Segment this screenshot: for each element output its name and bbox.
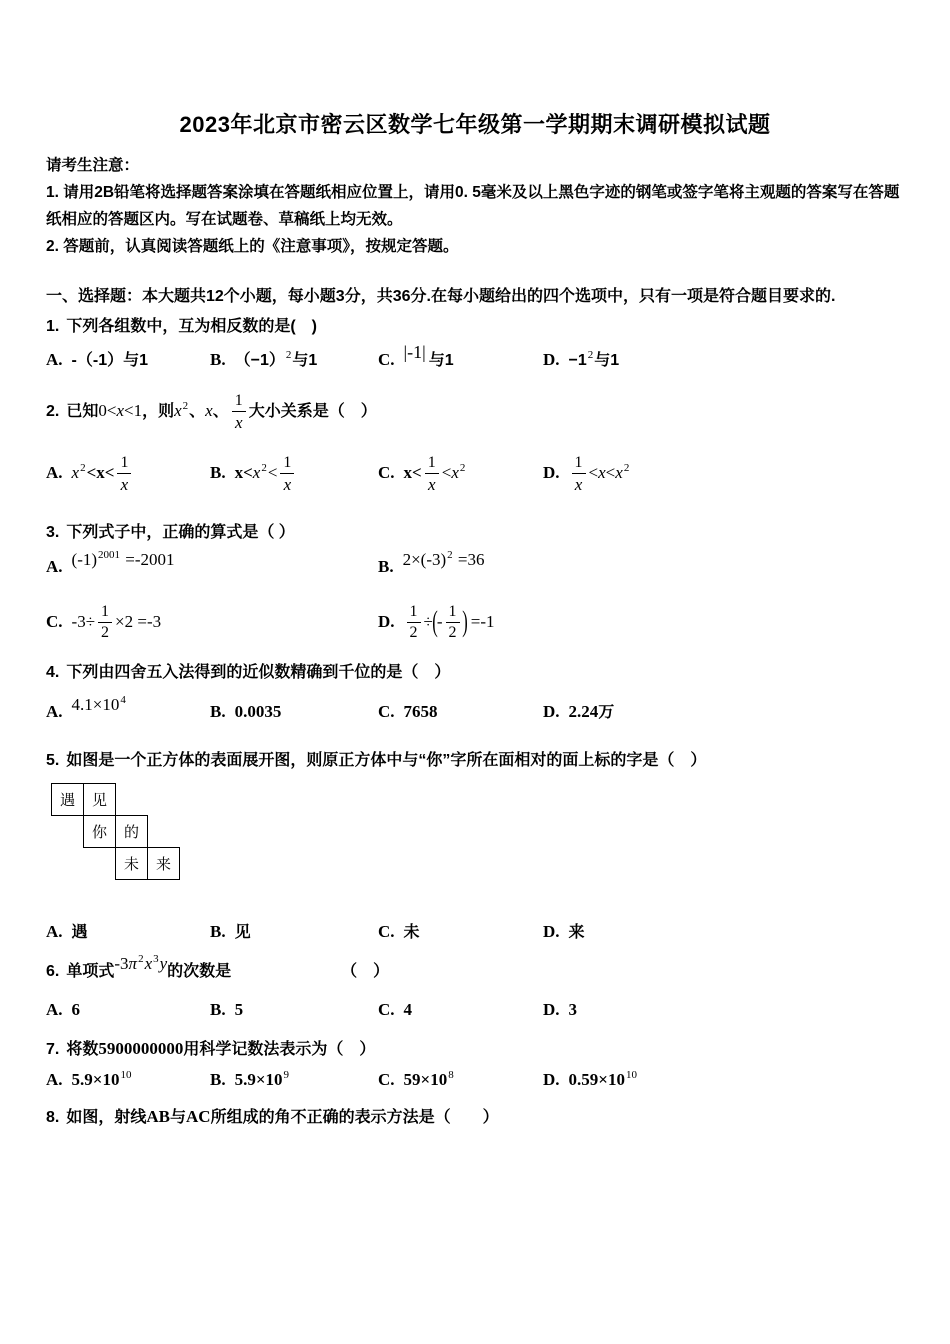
option-value: -（-1）与1: [71, 352, 148, 369]
net-cell: 遇: [51, 783, 84, 816]
option-D: [543, 347, 904, 370]
question-1-stem-text: 下列各组数中，互为相反数的是( ): [66, 318, 318, 335]
option-D: [378, 603, 904, 642]
net-cell: 见: [83, 783, 116, 816]
option-label: D.: [543, 999, 560, 1019]
question-7: [46, 1036, 904, 1090]
question-2-stem: [46, 392, 904, 432]
question-5-options: [46, 919, 904, 942]
option-label: A.: [46, 701, 63, 721]
option-label: A.: [46, 350, 63, 369]
question-number: 5.: [46, 751, 60, 769]
section-header: 一、选择题：本大题共12个小题，每小题3分，共36分.在每小题给出的四个选项中，只有一项是符合题目要求的.: [46, 288, 836, 305]
option-value: |-1| 与1: [403, 342, 454, 369]
option-C: [378, 919, 543, 942]
notice-block: [46, 152, 904, 260]
question-number: 2.: [46, 403, 60, 421]
question-1-stem: [46, 314, 904, 339]
option-value: 6: [71, 999, 81, 1019]
option-label: B.: [210, 463, 226, 483]
option-label: C.: [378, 701, 395, 721]
option-B: [210, 1000, 378, 1020]
question-number: 1.: [46, 318, 60, 335]
question-8-stem: [46, 1104, 904, 1130]
option-label: B.: [210, 350, 226, 369]
net-cell: 你: [83, 815, 116, 848]
option-value: 0.59×1010: [568, 1068, 637, 1089]
option-C: [378, 702, 543, 722]
notice-heading: 请考生注意：: [46, 157, 140, 174]
question-2-options: [46, 454, 904, 494]
option-value: （−1）2与1: [234, 349, 318, 369]
option-value: 0.0035: [234, 701, 282, 721]
option-value: 5.9×1010: [71, 1068, 132, 1089]
option-B: [378, 548, 904, 577]
option-value: -3÷ $\frac{1}{2}$ ×2 =-3: [71, 602, 162, 641]
option-value: 2.24万: [568, 701, 615, 721]
question-6: [46, 952, 904, 1020]
option-label: C.: [378, 350, 395, 369]
option-label: D.: [543, 701, 560, 721]
page-title: 2023年北京市密云区数学七年级第一学期期末调研模拟试题: [179, 112, 771, 137]
option-C: [378, 1070, 543, 1090]
question-3: [46, 520, 904, 642]
option-value: 7658: [403, 701, 438, 721]
question-number: 7.: [46, 1040, 60, 1058]
option-value: 2×(-3)2 =36: [402, 548, 485, 569]
question-5: [46, 748, 904, 942]
option-value: 4: [403, 999, 413, 1019]
option-label: B.: [378, 556, 394, 576]
option-value: 5.9×109: [234, 1068, 290, 1089]
option-value: $\frac{1}{x}$ <x<x2: [569, 465, 631, 482]
option-D: [543, 1070, 904, 1090]
option-label: B.: [210, 1069, 226, 1089]
question-3-options: [46, 548, 904, 642]
option-value: (-1)2001 =-2001: [71, 548, 175, 569]
question-3-stem: [46, 520, 904, 545]
question-8: [46, 1104, 904, 1130]
option-label: A.: [46, 556, 63, 576]
option-B: [210, 1070, 378, 1090]
option-C: [378, 342, 543, 370]
option-label: C.: [378, 1069, 395, 1089]
option-label: A.: [46, 999, 63, 1019]
notice-item-2: 2. 答题前，认真阅读答题纸上的《注意事项》，按规定答题。: [46, 238, 459, 255]
option-value: 遇: [71, 923, 88, 941]
option-value: 未: [403, 923, 420, 941]
option-label: A.: [46, 1069, 63, 1089]
option-B: [210, 702, 378, 722]
option-value: x<x2< $\frac{1}{x}$: [235, 465, 298, 482]
option-label: D.: [543, 921, 560, 941]
question-number: 4.: [46, 663, 60, 681]
question-1: [46, 314, 904, 370]
option-D: [543, 1000, 904, 1020]
question-1-options: [46, 342, 904, 370]
option-D: [543, 699, 904, 722]
option-label: C.: [46, 611, 63, 631]
option-label: B.: [210, 921, 226, 941]
cube-net-figure: [51, 783, 904, 883]
question-6-options: [46, 1000, 904, 1020]
option-A: [46, 347, 210, 370]
question-7-stem: [46, 1036, 904, 1062]
option-value: 3: [568, 999, 578, 1019]
question-7-stem-text: 将数5900000000用科学记数法表示为（ ）: [66, 1038, 376, 1058]
option-label: B.: [210, 701, 226, 721]
question-2-stem-text: 已知0<x<1，则x2、x、 $\frac{1}{x}$ 大小关系是（ ）: [66, 392, 377, 432]
question-4: [46, 660, 904, 722]
option-label: C.: [378, 463, 395, 483]
option-label: C.: [378, 921, 395, 941]
option-A: [46, 693, 210, 722]
question-4-options: [46, 693, 904, 722]
question-number: 3.: [46, 523, 60, 541]
option-value: 来: [568, 923, 585, 941]
option-label: A.: [46, 921, 63, 941]
option-value: x2<x< $\frac{1}{x}$: [72, 465, 135, 482]
question-6-stem: [46, 952, 904, 986]
question-number: 8.: [46, 1108, 60, 1126]
option-C: [46, 603, 378, 642]
question-6-stem-text: 单项式-3π2x3y的次数是 （ ）: [66, 952, 390, 980]
net-cell: 来: [147, 847, 180, 880]
question-number: 6.: [46, 962, 60, 980]
net-cell: 未: [115, 847, 148, 880]
option-label: D.: [543, 1069, 560, 1089]
option-C: [378, 454, 543, 494]
option-A: [46, 919, 210, 942]
option-D: [543, 919, 904, 942]
question-7-options: [46, 1070, 904, 1090]
option-value: 4.1×104: [71, 693, 126, 714]
option-B: [210, 919, 378, 942]
option-A: [46, 548, 378, 577]
option-label: B.: [210, 999, 226, 1019]
net-cell: 的: [115, 815, 148, 848]
option-value: 5: [234, 999, 244, 1019]
option-B: [210, 347, 378, 370]
option-value: 见: [234, 923, 251, 941]
option-label: A.: [46, 463, 63, 483]
question-3-stem-text: 下列式子中，正确的算式是（ ）: [66, 523, 295, 541]
question-2: [46, 392, 904, 494]
notice-item-1: 1. 请用2B铅笔将选择题答案涂填在答题纸相应位置上，请用0. 5毫米及以上黑色字迹的钢笔或签字笔将主观题的答案写在答题纸相应的答题区内。写在试题卷、草稿纸上均无效。: [46, 184, 900, 228]
question-5-stem: [46, 748, 904, 773]
question-4-stem-text: 下列由四舍五入法得到的近似数精确到千位的是（ ）: [66, 663, 451, 681]
option-value: x< $\frac{1}{x}$ <x2: [403, 453, 466, 494]
question-4-stem: [46, 660, 904, 685]
option-value: −12与1: [568, 349, 620, 369]
option-D: [543, 454, 904, 494]
option-label: D.: [543, 463, 560, 483]
option-B: [210, 454, 378, 494]
option-A: [46, 1070, 210, 1090]
option-A: [46, 454, 210, 494]
option-label: C.: [378, 999, 395, 1019]
option-label: D.: [543, 350, 560, 369]
option-label: D.: [378, 611, 395, 631]
question-5-stem-text: 如图是一个正方体的表面展开图，则原正方体中与“你”字所在面相对的面上标的字是（ ）: [66, 751, 707, 769]
option-value: 59×108: [403, 1068, 454, 1089]
question-8-stem-text: 如图，射线AB与AC所组成的角不正确的表示方法是（ ）: [66, 1106, 499, 1126]
option-C: [378, 1000, 543, 1020]
option-value: $\frac{1}{2}$ ÷(- $\frac{1}{2}$ ) =-1: [404, 614, 495, 631]
option-A: [46, 1000, 210, 1020]
